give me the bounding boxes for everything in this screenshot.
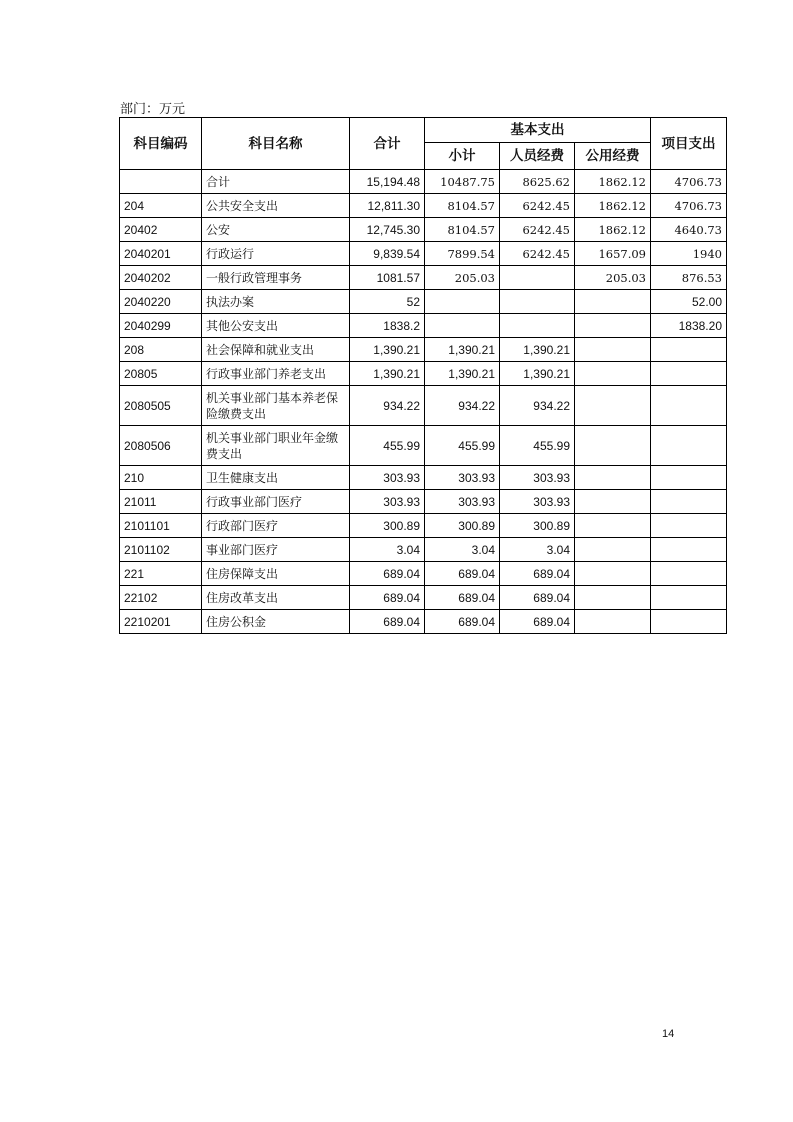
cell-code: 20402 <box>120 218 202 242</box>
cell-name: 住房公积金 <box>202 610 350 634</box>
cell-name: 行政事业部门养老支出 <box>202 362 350 386</box>
cell-subtotal: 8104.57 <box>425 194 500 218</box>
cell-code: 221 <box>120 562 202 586</box>
cell-project <box>651 386 727 426</box>
cell-name: 合计 <box>202 170 350 194</box>
cell-total: 455.99 <box>350 426 425 466</box>
cell-subtotal: 10487.75 <box>425 170 500 194</box>
cell-code: 204 <box>120 194 202 218</box>
cell-name: 公共安全支出 <box>202 194 350 218</box>
cell-project <box>651 562 727 586</box>
cell-project: 4706.73 <box>651 194 727 218</box>
cell-public <box>575 386 651 426</box>
cell-personnel <box>500 314 575 338</box>
cell-code: 2040299 <box>120 314 202 338</box>
cell-name: 执法办案 <box>202 290 350 314</box>
cell-personnel: 455.99 <box>500 426 575 466</box>
cell-project: 1838.20 <box>651 314 727 338</box>
cell-subtotal: 689.04 <box>425 562 500 586</box>
cell-subtotal: 300.89 <box>425 514 500 538</box>
table-row <box>120 218 727 242</box>
cell-total: 1838.2 <box>350 314 425 338</box>
cell-project: 1940 <box>651 242 727 266</box>
cell-personnel: 1,390.21 <box>500 338 575 362</box>
cell-personnel: 8625.62 <box>500 170 575 194</box>
cell-subtotal <box>425 314 500 338</box>
table-row <box>120 314 727 338</box>
cell-public <box>575 490 651 514</box>
cell-code: 2040202 <box>120 266 202 290</box>
cell-name: 公安 <box>202 218 350 242</box>
cell-subtotal: 303.93 <box>425 490 500 514</box>
cell-total: 934.22 <box>350 386 425 426</box>
cell-project <box>651 514 727 538</box>
cell-personnel: 6242.45 <box>500 194 575 218</box>
cell-subtotal: 689.04 <box>425 586 500 610</box>
cell-name: 机关事业部门基本养老保险缴费支出 <box>202 386 350 426</box>
cell-subtotal: 3.04 <box>425 538 500 562</box>
cell-code <box>120 170 202 194</box>
cell-public <box>575 538 651 562</box>
cell-subtotal <box>425 290 500 314</box>
cell-personnel: 689.04 <box>500 562 575 586</box>
cell-public <box>575 466 651 490</box>
cell-project <box>651 610 727 634</box>
cell-public <box>575 362 651 386</box>
cell-name: 其他公安支出 <box>202 314 350 338</box>
cell-code: 2101102 <box>120 538 202 562</box>
cell-code: 2040220 <box>120 290 202 314</box>
cell-public: 1862.12 <box>575 218 651 242</box>
cell-subtotal: 1,390.21 <box>425 362 500 386</box>
cell-project: 52.00 <box>651 290 727 314</box>
header-basic: 基本支出 <box>425 118 651 143</box>
cell-project <box>651 338 727 362</box>
cell-public <box>575 562 651 586</box>
cell-public: 1862.12 <box>575 194 651 218</box>
cell-total: 689.04 <box>350 610 425 634</box>
table-row <box>120 562 727 586</box>
header-public: 公用经费 <box>575 143 651 170</box>
cell-total: 3.04 <box>350 538 425 562</box>
table-row <box>120 266 727 290</box>
cell-public <box>575 314 651 338</box>
cell-code: 2080506 <box>120 426 202 466</box>
cell-name: 社会保障和就业支出 <box>202 338 350 362</box>
cell-personnel: 689.04 <box>500 610 575 634</box>
cell-total: 300.89 <box>350 514 425 538</box>
cell-public: 1862.12 <box>575 170 651 194</box>
cell-project: 4706.73 <box>651 170 727 194</box>
cell-name: 行政事业部门医疗 <box>202 490 350 514</box>
cell-subtotal: 934.22 <box>425 386 500 426</box>
header-project: 项目支出 <box>651 118 727 170</box>
cell-project <box>651 586 727 610</box>
cell-personnel <box>500 266 575 290</box>
cell-personnel <box>500 290 575 314</box>
cell-personnel: 689.04 <box>500 586 575 610</box>
header-subtotal: 小计 <box>425 143 500 170</box>
cell-subtotal: 455.99 <box>425 426 500 466</box>
cell-personnel: 934.22 <box>500 386 575 426</box>
cell-total: 689.04 <box>350 562 425 586</box>
table-row <box>120 586 727 610</box>
cell-public <box>575 610 651 634</box>
cell-personnel: 1,390.21 <box>500 362 575 386</box>
cell-total: 12,745.30 <box>350 218 425 242</box>
page-number: 14 <box>662 1028 675 1040</box>
cell-project <box>651 426 727 466</box>
table-row <box>120 194 727 218</box>
cell-public <box>575 338 651 362</box>
cell-project <box>651 466 727 490</box>
cell-name: 行政部门医疗 <box>202 514 350 538</box>
cell-name: 机关事业部门职业年金缴费支出 <box>202 426 350 466</box>
cell-subtotal: 303.93 <box>425 466 500 490</box>
cell-project: 4640.73 <box>651 218 727 242</box>
header-personnel: 人员经费 <box>500 143 575 170</box>
cell-public <box>575 290 651 314</box>
cell-personnel: 6242.45 <box>500 242 575 266</box>
cell-project <box>651 362 727 386</box>
header-total: 合计 <box>350 118 425 170</box>
cell-name: 住房改革支出 <box>202 586 350 610</box>
cell-personnel: 300.89 <box>500 514 575 538</box>
table-row <box>120 426 727 466</box>
cell-total: 689.04 <box>350 586 425 610</box>
cell-personnel: 303.93 <box>500 466 575 490</box>
cell-name: 一般行政管理事务 <box>202 266 350 290</box>
unit-label: 部门：万元 <box>120 102 186 117</box>
cell-subtotal: 8104.57 <box>425 218 500 242</box>
table-body <box>120 170 727 634</box>
cell-subtotal: 205.03 <box>425 266 500 290</box>
cell-personnel: 6242.45 <box>500 218 575 242</box>
table-row <box>120 386 727 426</box>
cell-subtotal: 7899.54 <box>425 242 500 266</box>
table-row <box>120 466 727 490</box>
header-name: 科目名称 <box>202 118 350 170</box>
cell-code: 20805 <box>120 362 202 386</box>
table-row <box>120 290 727 314</box>
cell-name: 行政运行 <box>202 242 350 266</box>
cell-total: 52 <box>350 290 425 314</box>
cell-personnel: 303.93 <box>500 490 575 514</box>
cell-public <box>575 514 651 538</box>
cell-public <box>575 586 651 610</box>
cell-code: 2101101 <box>120 514 202 538</box>
cell-personnel: 3.04 <box>500 538 575 562</box>
table-row <box>120 538 727 562</box>
cell-subtotal: 689.04 <box>425 610 500 634</box>
cell-name: 事业部门医疗 <box>202 538 350 562</box>
table-row <box>120 362 727 386</box>
cell-total: 303.93 <box>350 466 425 490</box>
cell-code: 2210201 <box>120 610 202 634</box>
cell-code: 210 <box>120 466 202 490</box>
table-row <box>120 610 727 634</box>
table-row <box>120 490 727 514</box>
table-row <box>120 338 727 362</box>
cell-code: 2040201 <box>120 242 202 266</box>
table-row <box>120 514 727 538</box>
cell-public: 1657.09 <box>575 242 651 266</box>
cell-project: 876.53 <box>651 266 727 290</box>
cell-project <box>651 538 727 562</box>
cell-total: 12,811.30 <box>350 194 425 218</box>
cell-total: 1,390.21 <box>350 338 425 362</box>
cell-total: 9,839.54 <box>350 242 425 266</box>
budget-table <box>119 117 727 634</box>
cell-code: 2080505 <box>120 386 202 426</box>
cell-total: 1,390.21 <box>350 362 425 386</box>
cell-total: 303.93 <box>350 490 425 514</box>
cell-total: 15,194.48 <box>350 170 425 194</box>
cell-code: 208 <box>120 338 202 362</box>
cell-name: 住房保障支出 <box>202 562 350 586</box>
table-row <box>120 170 727 194</box>
header-code: 科目编码 <box>120 118 202 170</box>
cell-public: 205.03 <box>575 266 651 290</box>
cell-total: 1081.57 <box>350 266 425 290</box>
cell-name: 卫生健康支出 <box>202 466 350 490</box>
cell-code: 21011 <box>120 490 202 514</box>
cell-public <box>575 426 651 466</box>
table-row <box>120 242 727 266</box>
cell-code: 22102 <box>120 586 202 610</box>
cell-subtotal: 1,390.21 <box>425 338 500 362</box>
cell-project <box>651 490 727 514</box>
